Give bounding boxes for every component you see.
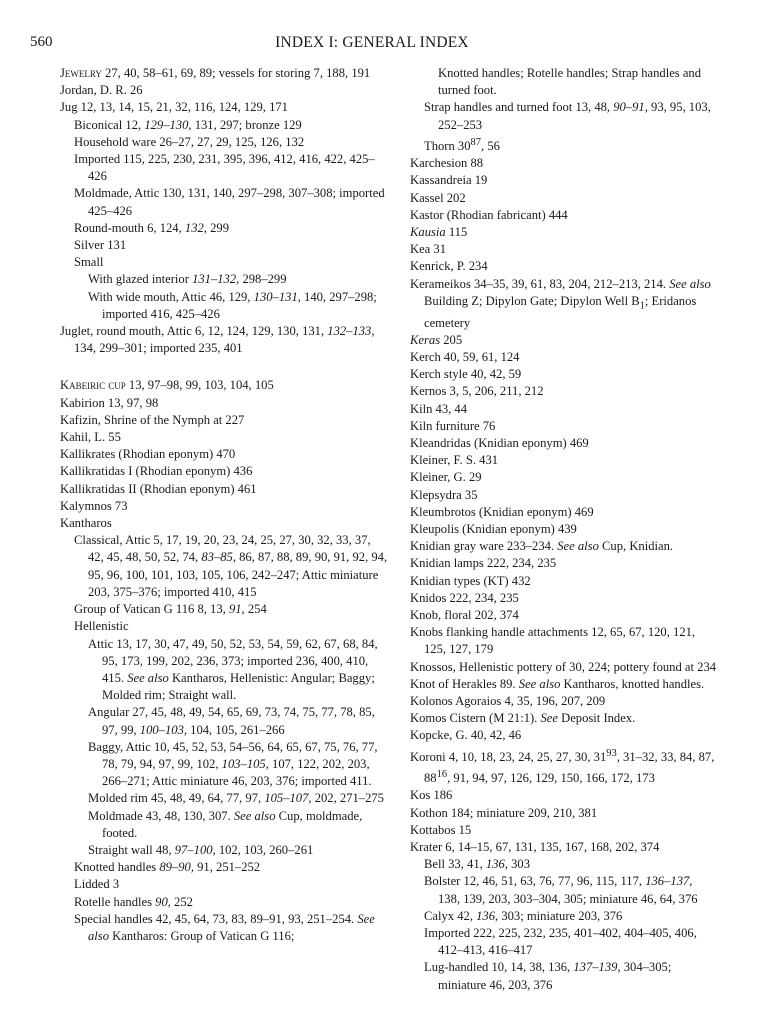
index-subentry bbox=[60, 151, 388, 185]
index-entry bbox=[410, 241, 717, 258]
entry-text: Silver 131 bbox=[74, 238, 127, 253]
entry-text: Komos Cistern (M 21:1). bbox=[410, 711, 541, 726]
entry-text: Building Z; Dipylon Gate; Dipylon Well B bbox=[424, 293, 640, 308]
index-subentry bbox=[60, 790, 388, 807]
entry-text: See also bbox=[518, 676, 561, 691]
index-entry bbox=[60, 412, 388, 429]
entry-text: 136 bbox=[485, 857, 505, 872]
entry-text: Krater 6, 14–15, 67, 131, 135, 167, 168, 202, 374 bbox=[410, 840, 660, 855]
entry-text: Lug-handled 10, 14, 38, 136, bbox=[424, 960, 574, 975]
entry-text: Thorn 30 bbox=[424, 139, 471, 153]
index-subentry bbox=[410, 134, 717, 155]
entry-text: Kleiner, F. S. 431 bbox=[410, 453, 499, 468]
entry-text: Imported 222, 225, 232, 235, 401–402, 404–405, 406, 412–413, 416–417 bbox=[424, 926, 697, 958]
entry-text: Jug 12, 13, 14, 15, 21, 32, 116, 124, 129, 171 bbox=[60, 100, 288, 115]
entry-text: Special handles 42, 45, 64, 73, 83, 89–91, 93, 251–254. bbox=[74, 911, 358, 926]
entry-text: Molded rim 45, 48, 49, 64, 77, 97, bbox=[88, 791, 265, 806]
entry-text: 13, 97–98, 99, 103, 104, 105 bbox=[125, 378, 274, 393]
entry-text: Knidos 222, 234, 235 bbox=[410, 590, 519, 605]
entry-text: 205 bbox=[440, 332, 463, 347]
index-entry bbox=[410, 258, 717, 275]
entry-text: 115 bbox=[445, 225, 468, 240]
entry-text: Knob, floral 202, 374 bbox=[410, 608, 519, 622]
index-entry bbox=[60, 481, 388, 498]
entry-text: Kenrick, P. 234 bbox=[410, 259, 488, 274]
entry-text: Hellenistic bbox=[74, 619, 129, 634]
index-entry bbox=[410, 607, 717, 624]
index-subentry bbox=[410, 856, 717, 873]
entry-text: 130–131 bbox=[253, 289, 298, 304]
index-subentry bbox=[60, 808, 388, 842]
running-title: INDEX I: GENERAL INDEX bbox=[275, 34, 469, 51]
entry-text: Kos 186 bbox=[410, 788, 453, 803]
entry-text: Kausia bbox=[410, 225, 446, 240]
entry-text: Cup, moldmade, footed. bbox=[102, 808, 363, 840]
entry-text: Kantharos, Hellenistic: Angular; Baggy; Molded rim; Straight wall. bbox=[102, 670, 375, 703]
entry-text: , 107, 122, 202, 203, 266–271; Attic miniature 46, 203, 376; imported 411. bbox=[102, 756, 372, 789]
index-entry bbox=[60, 65, 388, 82]
entry-text: Kottabos 15 bbox=[410, 822, 472, 837]
entry-text: , 134, 299–301; imported 235, 401 bbox=[74, 324, 375, 356]
entry-text: Strap handles and turned foot 13, 48, bbox=[424, 100, 614, 115]
entry-text: 87 bbox=[470, 136, 482, 148]
index-subentry bbox=[60, 704, 388, 738]
index-entry bbox=[410, 383, 717, 400]
entry-text: 97–100 bbox=[174, 842, 213, 857]
entry-text: , 93, 95, 103, 252–253 bbox=[438, 100, 711, 132]
index-entry bbox=[410, 487, 717, 504]
entry-text: Kerameikos 34–35, 39, 61, 83, 204, 212–213, 214. bbox=[410, 276, 670, 291]
entry-text: 103–105 bbox=[221, 756, 266, 771]
entry-text: ; Eridanos cemetery bbox=[424, 293, 697, 330]
index-entry bbox=[60, 446, 388, 463]
entry-text: 131–132 bbox=[192, 272, 237, 287]
entry-text: Bolster 12, 46, 51, 63, 76, 77, 96, 115, 117, bbox=[424, 874, 646, 889]
entry-text: Kalymnos 73 bbox=[60, 498, 128, 513]
entry-text: , 91, 94, 97, 126, 129, 150, 166, 172, 173 bbox=[447, 771, 655, 786]
index-subentry bbox=[60, 289, 388, 323]
entry-text: Knidian types (KT) 432 bbox=[410, 573, 531, 588]
index-subentry bbox=[60, 185, 388, 219]
entry-text: Jewelry bbox=[60, 66, 102, 80]
entry-text: Classical, Attic 5, 17, 19, 20, 23, 24, 25, 27, 30, 32, 33, 37, 42, 45, 48, 50, 52, 74, bbox=[74, 533, 371, 565]
index-entry bbox=[60, 395, 388, 412]
entry-text: Kabirion 13, 97, 98 bbox=[60, 395, 159, 410]
index-subentry bbox=[60, 859, 388, 876]
entry-text: , 91, 251–252 bbox=[190, 860, 261, 875]
entry-text: Karchesion 88 bbox=[410, 156, 484, 171]
entry-text: , 304–305; miniature 46, 203, 376 bbox=[438, 960, 672, 992]
entry-text: 136–137 bbox=[645, 874, 690, 889]
index-subentry bbox=[410, 908, 717, 925]
entry-text: Knotted handles; Rotelle handles; Strap handles and turned foot. bbox=[438, 66, 702, 98]
entry-text: See bbox=[540, 711, 558, 726]
entry-text: , 303; miniature 203, 376 bbox=[495, 908, 623, 923]
entry-text: Keras bbox=[410, 332, 441, 347]
entry-text: , 202, 271–275 bbox=[308, 791, 384, 806]
index-entry bbox=[60, 82, 388, 99]
index-entry bbox=[410, 839, 717, 856]
entry-text: Straight wall 48, bbox=[88, 842, 175, 857]
entry-text: Kopcke, G. 40, 42, 46 bbox=[410, 728, 522, 743]
entry-text: 136 bbox=[476, 908, 496, 923]
index-entry bbox=[410, 401, 717, 418]
entry-text: Kolonos Agoraios 4, 35, 196, 207, 209 bbox=[410, 694, 606, 709]
entry-text: Kerch 40, 59, 61, 124 bbox=[410, 349, 520, 364]
index-subentry bbox=[60, 237, 388, 254]
entry-text: Moldmade 43, 48, 130, 307. bbox=[88, 808, 234, 823]
index-entry bbox=[410, 555, 717, 572]
index-entry bbox=[60, 377, 388, 394]
index-entry bbox=[60, 323, 388, 357]
entry-text: See also bbox=[669, 276, 711, 291]
entry-text: , 252 bbox=[167, 894, 193, 909]
index-subentry bbox=[60, 842, 388, 859]
index-entry bbox=[410, 590, 717, 607]
index-entry bbox=[410, 332, 717, 349]
index-subentry bbox=[60, 618, 388, 635]
entry-text: Imported 115, 225, 230, 231, 395, 396, 412, 416, 422, 425–426 bbox=[74, 152, 375, 184]
page-header bbox=[30, 34, 714, 54]
entry-text: Klepsydra 35 bbox=[410, 487, 478, 502]
entry-text: Rotelle handles bbox=[74, 894, 156, 909]
entry-text: 83–85 bbox=[201, 550, 233, 565]
index-entry bbox=[410, 710, 717, 727]
entry-text: Kafizin, Shrine of the Nymph at 227 bbox=[60, 412, 245, 427]
index-entry bbox=[410, 469, 717, 486]
entry-text: Attic 13, 17, 30, 47, 49, 50, 52, 53, 54, 59, 62, 67, 68, 84, 95, 173, 199, 202, 236, 373; imported 236, 400, 410, 415. bbox=[88, 636, 378, 685]
entry-text: Baggy, Attic 10, 45, 52, 53, 54–56, 64, 65, 67, 75, 76, 77, 78, 79, 94, 97, 99, 102, bbox=[88, 739, 378, 771]
entry-text: Koroni 4, 10, 18, 23, 24, 25, 27, 30, 31 bbox=[410, 749, 607, 764]
entry-text: , 56 bbox=[481, 139, 500, 153]
index-entry bbox=[410, 538, 717, 555]
entry-text: Knossos, Hellenistic pottery of 30, 224; pottery found at 234 bbox=[410, 659, 717, 674]
index-entry bbox=[410, 521, 717, 538]
entry-text: Kahil, L. 55 bbox=[60, 430, 121, 445]
index-entry bbox=[410, 349, 717, 366]
index-column-left bbox=[60, 65, 388, 945]
entry-text: See also bbox=[127, 670, 169, 685]
entry-text: Lidded 3 bbox=[74, 877, 120, 892]
entry-text: Juglet, round mouth, Attic 6, 12, 124, 129, 130, 131, bbox=[60, 324, 328, 339]
entry-text: , 104, 105, 261–266 bbox=[183, 722, 285, 737]
entry-text: Knot of Herakles 89. bbox=[410, 676, 519, 691]
entry-text: With glazed interior bbox=[88, 272, 193, 287]
entry-text: Kallikratidas II (Rhodian eponym) 461 bbox=[60, 481, 257, 496]
entry-text: Kantharos bbox=[60, 516, 112, 531]
entry-text: Calyx 42, bbox=[424, 908, 477, 923]
entry-text: , 86, 87, 88, 89, 90, 91, 92, 94, 95, 96, 100, 101, 103, 105, 106, 242–247; Attic miniature 203, 375–376; imported 410, 415 bbox=[88, 550, 388, 599]
index-subentry bbox=[60, 911, 388, 945]
entry-text: Small bbox=[74, 255, 104, 270]
entry-text: Kiln furniture 76 bbox=[410, 418, 496, 433]
index-entry bbox=[60, 498, 388, 515]
index-subentry bbox=[60, 134, 388, 151]
index-entry bbox=[410, 805, 717, 822]
index-entry bbox=[60, 463, 388, 480]
entry-text: See also bbox=[557, 539, 599, 554]
index-entry bbox=[60, 515, 388, 532]
entry-text: , 131, 297; bronze 129 bbox=[188, 117, 302, 132]
section-gap bbox=[60, 357, 388, 377]
entry-text: Moldmade, Attic 130, 131, 140, 297–298, 307–308; imported 425–426 bbox=[74, 186, 385, 218]
index-entry bbox=[410, 745, 717, 788]
index-subentry bbox=[410, 873, 717, 907]
index-entry bbox=[410, 787, 717, 804]
entry-text: See also bbox=[233, 808, 276, 823]
index-entry bbox=[410, 418, 717, 435]
index-entry bbox=[410, 452, 717, 469]
entry-text: 91 bbox=[228, 602, 242, 617]
entry-text: 93 bbox=[606, 747, 617, 759]
entry-text: Kantharos: Group of Vatican G 116; bbox=[109, 928, 295, 943]
entry-text: Biconical 12, bbox=[74, 117, 145, 132]
entry-text: Kleupolis (Knidian eponym) 439 bbox=[410, 521, 577, 536]
entry-text: Kantharos, knotted handles. bbox=[560, 676, 705, 691]
entry-text: 89–90 bbox=[159, 860, 191, 875]
entry-text: Household ware 26–27, 27, 29, 125, 126, 132 bbox=[74, 134, 305, 149]
index-entry bbox=[60, 429, 388, 446]
entry-text: , 298–299 bbox=[236, 272, 287, 287]
index-subentry bbox=[410, 99, 717, 133]
index-entry bbox=[410, 207, 717, 224]
entry-text: 90–91 bbox=[613, 100, 645, 115]
index-entry bbox=[410, 504, 717, 521]
entry-text: Kleiner, G. 29 bbox=[410, 470, 482, 485]
index-entry bbox=[410, 172, 717, 189]
index-entry bbox=[410, 727, 717, 744]
entry-text: , 102, 103, 260–261 bbox=[212, 842, 314, 857]
entry-text: 1 bbox=[639, 300, 645, 312]
entry-text: Jordan, D. R. 26 bbox=[60, 83, 143, 98]
entry-text: Knidian lamps 222, 234, 235 bbox=[410, 556, 557, 571]
entry-text: 132–133 bbox=[327, 324, 372, 339]
entry-text: Kea 31 bbox=[410, 242, 447, 257]
index-subentry bbox=[60, 117, 388, 134]
index-entry bbox=[410, 435, 717, 452]
entry-text: Bell 33, 41, bbox=[424, 857, 486, 872]
index-column-right bbox=[410, 65, 717, 994]
entry-text: Kassel 202 bbox=[410, 190, 466, 205]
index-subentry bbox=[60, 739, 388, 791]
index-subentry bbox=[60, 894, 388, 911]
index-subentry bbox=[60, 876, 388, 893]
index-entry bbox=[410, 224, 717, 241]
entry-text: , 140, 297–298; imported 416, 425–426 bbox=[102, 289, 377, 321]
index-subentry bbox=[410, 65, 717, 99]
entry-text: 27, 40, 58–61, 69, 89; vessels for storing 7, 188, 191 bbox=[101, 66, 371, 80]
entry-text: Kabeiric cup bbox=[60, 378, 126, 393]
entry-text: Group of Vatican G 116 8, 13, bbox=[74, 602, 229, 617]
index-entry bbox=[410, 624, 717, 658]
index-entry bbox=[410, 822, 717, 839]
entry-text: Knobs flanking handle attachments 12, 65, 67, 120, 121, 125, 127, 179 bbox=[410, 625, 696, 657]
index-entry bbox=[410, 276, 717, 332]
entry-text: Kallikrates (Rhodian eponym) 470 bbox=[60, 447, 236, 462]
index-entry bbox=[410, 366, 717, 383]
entry-text: Angular 27, 45, 48, 49, 54, 65, 69, 73, 74, 75, 77, 78, 85, 97, 99, bbox=[88, 705, 375, 737]
entry-text: See also bbox=[88, 911, 375, 943]
index-entry bbox=[410, 676, 717, 693]
index-subentry bbox=[60, 220, 388, 237]
page-number: 560 bbox=[30, 34, 53, 50]
index-subentry bbox=[60, 601, 388, 618]
index-entry bbox=[410, 659, 717, 676]
index-entry bbox=[410, 155, 717, 172]
entry-text: 90 bbox=[155, 894, 168, 909]
entry-text: Deposit Index. bbox=[557, 711, 636, 726]
entry-text: Kleumbrotos (Knidian eponym) 469 bbox=[410, 504, 594, 519]
entry-text: 129–130 bbox=[144, 117, 189, 132]
entry-text: Kernos 3, 5, 206, 211, 212 bbox=[410, 384, 544, 399]
entry-text: Kerch style 40, 42, 59 bbox=[410, 367, 522, 382]
entry-text: 105–107 bbox=[264, 791, 309, 806]
entry-text: Kassandreia 19 bbox=[410, 173, 488, 188]
index-entry bbox=[410, 693, 717, 710]
entry-text: Kastor (Rhodian fabricant) 444 bbox=[410, 207, 568, 222]
entry-text: 137–139 bbox=[573, 960, 618, 975]
entry-text: Knotted handles bbox=[74, 860, 160, 875]
entry-text: , 254 bbox=[241, 602, 267, 617]
entry-text: Kothon 184; miniature 209, 210, 381 bbox=[410, 805, 598, 820]
entry-text: 132 bbox=[184, 220, 204, 235]
entry-text: With wide mouth, Attic 46, 129, bbox=[88, 289, 254, 304]
entry-text: , 138, 139, 203, 303–304, 305; miniature 46, 64, 376 bbox=[438, 874, 698, 906]
entry-text: 100–103 bbox=[139, 722, 184, 737]
index-entry bbox=[60, 99, 388, 116]
index-subentry bbox=[60, 254, 388, 271]
entry-text: Kallikratidas I (Rhodian eponym) 436 bbox=[60, 464, 253, 479]
entry-text: Knidian gray ware 233–234. bbox=[410, 539, 558, 554]
entry-text: 16 bbox=[436, 769, 448, 781]
entry-text: Cup, Knidian. bbox=[598, 539, 674, 554]
entry-text: Round-mouth 6, 124, bbox=[74, 220, 185, 235]
index-subentry bbox=[60, 532, 388, 601]
index-subentry bbox=[60, 636, 388, 705]
entry-text: , 299 bbox=[203, 220, 229, 235]
index-entry bbox=[410, 190, 717, 207]
index-subentry bbox=[410, 959, 717, 993]
index-subentry bbox=[410, 925, 717, 959]
entry-text: , 31–32, 33, 84, 87, 88 bbox=[424, 749, 715, 786]
entry-text: , 303 bbox=[504, 857, 530, 872]
entry-text: Kiln 43, 44 bbox=[410, 401, 468, 416]
entry-text: Kleandridas (Knidian eponym) 469 bbox=[410, 435, 589, 450]
index-subentry bbox=[60, 271, 388, 288]
index-entry bbox=[410, 573, 717, 590]
